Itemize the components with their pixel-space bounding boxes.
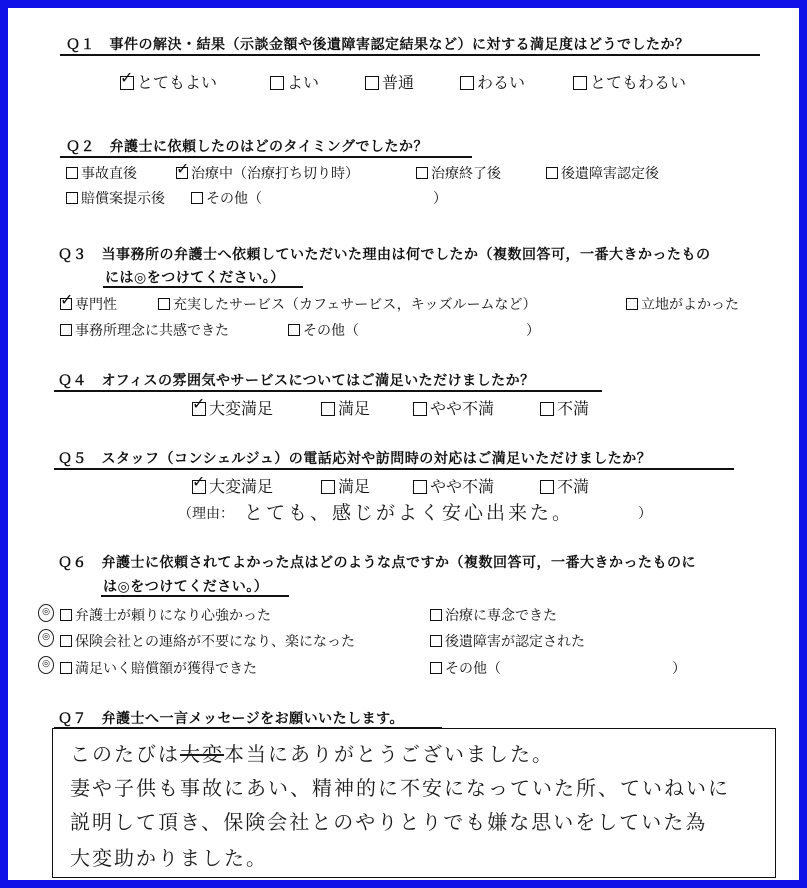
checkbox[interactable] [192, 472, 206, 494]
q2-option-after-treatment[interactable]: 治療終了後 [416, 163, 501, 183]
checkbox[interactable] [176, 159, 190, 179]
checkbox[interactable] [66, 192, 78, 204]
checkbox[interactable] [413, 480, 427, 494]
checkbox[interactable] [60, 662, 72, 674]
q6-underline [101, 595, 289, 597]
q6-option-reliable[interactable]: 弁護士が頼りになり心強かった [60, 605, 271, 625]
q6-title-cont: は◎をつけてください。） [103, 579, 269, 595]
q5-underline [54, 468, 734, 470]
q3-title-cont: には◎をつけてください。） [105, 270, 285, 286]
q1-option-very-bad[interactable]: とてもわるい [573, 70, 686, 93]
q2-option-other[interactable]: その他（ [191, 188, 262, 208]
q6-title: Ｑ６ 弁護士に依頼されてよかった点はどのような点ですか（複数回答可，一番大きかったものに [58, 555, 696, 571]
q1-title: Ｑ１ 事件の解決・結果（示談金額や後遺障害認定結果など）に対する満足度はどうでしたか？ [66, 37, 690, 53]
q5-option-very-satisfied[interactable]: ✓ 大変満足 [192, 472, 274, 496]
checkbox[interactable] [416, 167, 428, 179]
q3-option-location[interactable]: 立地がよかった [626, 294, 739, 314]
q2-title: Ｑ２ 弁護士に依頼したのはどのタイミングでしたか？ [66, 139, 428, 155]
q1-option-very-good[interactable]: ✓ とてもよい [120, 68, 218, 92]
q2-option-after-offer[interactable]: 賠償案提示後 [66, 188, 165, 208]
check-mark-icon: ✓ [60, 290, 74, 309]
q6-option-compensation[interactable]: 満足いく賠償額が獲得できた [60, 658, 257, 678]
handwritten-circle-mark: ◎ [38, 604, 54, 622]
q5-reason-text[interactable]: とても、感じがよく安心出来た。 [244, 502, 575, 524]
checkbox[interactable] [288, 324, 300, 336]
q2-other-close-paren: ） [433, 191, 447, 207]
checkbox[interactable] [540, 480, 554, 494]
q5-reason-close-paren: ） [638, 506, 652, 522]
q3-other-close-paren: ） [526, 323, 540, 339]
checkbox[interactable] [120, 68, 134, 90]
check-mark-icon: ✓ [192, 472, 206, 491]
q1-option-good[interactable]: よい [270, 70, 319, 93]
q6-option-other[interactable]: その他（ [430, 658, 501, 678]
checkbox[interactable] [546, 167, 558, 179]
q3-underline [103, 286, 303, 288]
q3-option-other[interactable]: その他（ [288, 320, 359, 340]
q1-option-bad[interactable]: わるい [460, 70, 525, 93]
check-mark-icon: ✓ [176, 159, 190, 178]
checkbox[interactable] [365, 76, 379, 90]
q1-option-normal[interactable]: 普通 [365, 70, 414, 93]
checkbox[interactable] [573, 76, 587, 90]
q4-underline [54, 390, 602, 392]
q5-reason-label: （理由： [178, 506, 234, 522]
checkbox[interactable] [60, 609, 72, 621]
q2-option-after-certification[interactable]: 後遺障害認定後 [546, 163, 659, 183]
q3-option-expertise[interactable]: ✓ 専門性 [60, 290, 117, 313]
check-mark-icon: ✓ [192, 394, 206, 413]
q6-option-certified[interactable]: 後遺障害が認定された [430, 631, 585, 651]
q7-title: Ｑ７ 弁護士へ一言メッセージをお願いいたします。 [58, 711, 405, 727]
q5-option-satisfied[interactable]: 満足 [321, 474, 370, 497]
q7-message-line-4: 大変助かりました。 [70, 846, 268, 870]
q4-option-somewhat-dissatisfied[interactable]: やや不満 [413, 396, 494, 419]
q5-option-somewhat-dissatisfied[interactable]: やや不満 [413, 474, 494, 497]
q6-option-no-insurer-contact[interactable]: 保険会社との連絡が不要になり、楽になった [60, 631, 355, 651]
q5-title: Ｑ５ スタッフ（コンシェルジュ）の電話応対や訪問時の対応はご満足いただけましたか？ [58, 451, 652, 467]
q5-option-dissatisfied[interactable]: 不満 [540, 474, 589, 497]
q4-option-dissatisfied[interactable]: 不満 [540, 396, 589, 419]
q7-message-line-3: 説明して頂き、保険会社とのやりとりでも嫌な思いをしていた為 [70, 810, 708, 834]
checkbox[interactable] [60, 324, 72, 336]
q4-title: Ｑ４ オフィスの雰囲気やサービスについてはご満足いただけましたか？ [58, 373, 535, 389]
checkbox[interactable] [430, 662, 442, 674]
checkbox[interactable] [413, 402, 427, 416]
q3-title: Ｑ３ 当事務所の弁護士へ依頼していただいた理由は何でしたか（複数回答可，一番大きかったもの [58, 247, 711, 263]
checkbox[interactable] [460, 76, 474, 90]
q6-other-close-paren: ） [672, 661, 686, 677]
checkbox[interactable] [60, 290, 74, 310]
struck-text: 大変 [180, 742, 224, 766]
check-mark-icon: ✓ [120, 68, 134, 87]
checkbox[interactable] [540, 402, 554, 416]
q1-underline [60, 54, 760, 56]
checkbox[interactable] [66, 167, 78, 179]
checkbox[interactable] [60, 635, 72, 647]
q7-message-line-2: 妻や子供も事故にあい、精神的に不安になっていた所、ていねいに [70, 776, 730, 800]
checkbox[interactable] [191, 192, 203, 204]
checkbox[interactable] [158, 298, 170, 310]
q2-option-right-after[interactable]: 事故直後 [66, 163, 137, 183]
q3-option-services[interactable]: 充実したサービス（カフェサービス，キッズルームなど） [158, 294, 536, 314]
handwritten-circle-mark: ◎ [38, 656, 54, 674]
checkbox[interactable] [626, 298, 638, 310]
q7-message-line-1: このたびは大変本当にありがとうございました。 [70, 742, 554, 766]
checkbox[interactable] [430, 609, 442, 621]
q6-option-focus-treatment[interactable]: 治療に専念できた [430, 605, 557, 625]
handwritten-circle-mark: ◎ [38, 629, 54, 647]
checkbox[interactable] [192, 394, 206, 416]
q4-option-satisfied[interactable]: 満足 [321, 396, 370, 419]
q3-option-philosophy[interactable]: 事務所理念に共感できた [60, 320, 229, 340]
q2-option-during-treatment[interactable]: ✓ 治療中（治療打ち切り時） [176, 159, 359, 182]
q4-option-very-satisfied[interactable]: ✓ 大変満足 [192, 394, 274, 418]
checkbox[interactable] [270, 76, 284, 90]
checkbox[interactable] [321, 402, 335, 416]
checkbox[interactable] [430, 635, 442, 647]
checkbox[interactable] [321, 480, 335, 494]
q2-underline [60, 156, 472, 158]
